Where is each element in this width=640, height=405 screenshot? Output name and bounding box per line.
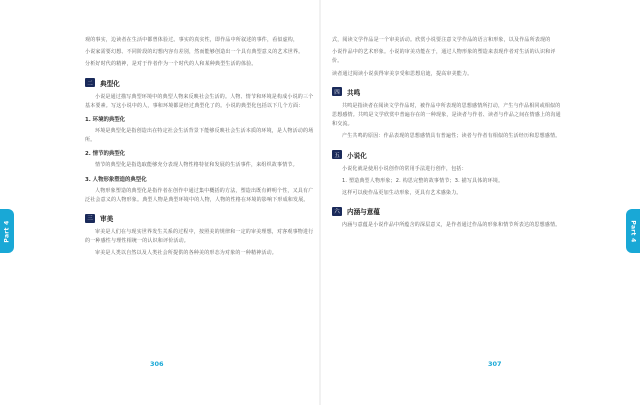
intro-paragraph: 小说家需要幻想、不同阶段的幻想内容有差别，然而能够创造出一个具有典型意义的艺术世界。 bbox=[85, 49, 304, 56]
right-page bbox=[332, 36, 564, 233]
page-number-left: 306 bbox=[150, 360, 164, 368]
section-number-badge: 二 bbox=[85, 78, 95, 87]
section-title: 典型化 bbox=[100, 79, 120, 88]
body-paragraph: 小说是通过描写典型环境中的典型人物来反映社会生活的。人物、情节和环境是构成小说的三个基本要素。写这小说中的人，事和环境都是经过典型化了的。小说的典型化包括以下几个方面： bbox=[85, 93, 314, 109]
body-paragraph: 1. 塑造典型人物形象；2. 构思完整的故事情节；3. 描写具体的环境。 bbox=[342, 177, 504, 184]
intro-paragraph: 观的事实，边读者在生活中都曾体验过。事实的真实性，即作品中所叙述的事件，看似虚构， bbox=[85, 37, 299, 43]
section-title: 小说化 bbox=[347, 151, 367, 160]
part-tab-left-label: Part 4 bbox=[3, 219, 11, 243]
section-number-badge: 三 bbox=[85, 214, 95, 223]
section-heading bbox=[332, 206, 564, 216]
body-paragraph: 产生共鸣的原因：作品表现的思想感情具有普遍性；读者与作者有相似的生活经历和思想感情。 bbox=[342, 133, 561, 140]
body-paragraph: 人物形象塑造的典型化是指作者在创作中通过集中概括的方法，塑造出既有鲜明个性，又具有广泛社会意义的人物形象。典型人物是典型环境中的人物，人物的性格在环境的影响下形成和发展。 bbox=[85, 187, 314, 203]
page-fold bbox=[319, 0, 321, 405]
part-tab-left bbox=[0, 209, 14, 253]
body-paragraph: 审美是人类以自然以及人类社会所提供的各种美的形态为对象的一种精神活动。 bbox=[95, 250, 278, 257]
body-paragraph: 内涵与意蕴是小说作品中所蕴含的深层意义，是作者通过作品的形象和情节所表达的思想感情。 bbox=[342, 222, 561, 229]
body-paragraph: 小说化就是使用小说创作的常用手法进行创作，包括： bbox=[342, 165, 467, 172]
subheading: 3. 人物形象塑造的典型化 bbox=[85, 176, 147, 183]
intro-paragraph: 式，阅读文学作品是一个审美活动。欣赏小说要注意文学作品的语言和形象，以及作品所表现的 bbox=[332, 37, 551, 43]
body-paragraph: 审美是人们在与现实世界发生关系的过程中，按照美的规律和一定的审美理想，对客观事物进行的一种感性与理性相统一的认识和评价活动。 bbox=[85, 229, 314, 245]
section-number-badge: 六 bbox=[332, 207, 342, 216]
body-paragraph: 这样可以使作品更加生动形象，更具有艺术感染力。 bbox=[342, 190, 462, 197]
section-number-badge: 四 bbox=[332, 87, 342, 96]
section-number-badge: 五 bbox=[332, 150, 342, 159]
part-tab-right bbox=[626, 209, 640, 253]
section-title: 共鸣 bbox=[347, 88, 361, 97]
body-paragraph: 环境是典型化是指创造出在特定社会生活背景下能够反映社会生活本质的环境，是人物活动的场所。 bbox=[85, 128, 314, 144]
intro-paragraph: 读者通过阅读小说获得审美享受和思想启迪，提高审美能力。 bbox=[332, 70, 473, 77]
subheading: 1. 环境的典型化 bbox=[85, 117, 126, 124]
page-number-right: 307 bbox=[488, 360, 502, 368]
subheading: 2. 情节的典型化 bbox=[85, 151, 126, 158]
section-heading bbox=[332, 87, 564, 97]
body-paragraph: 情节的典型化是指选取能够充分表现人物性格特征和发展的生活事件，来组织故事情节。 bbox=[95, 162, 298, 169]
intro-paragraph: 分析好时代的精神，是对于作者作为一个时代的人和某种典型生活的体验。 bbox=[85, 61, 257, 68]
body-paragraph: 共鸣是指读者在阅读文学作品时，被作品中所表现的思想感情所打动，产生与作品相同或相似的思想感情。共鸣是文学欣赏中普遍存在的一种现象，是读者与作者、读者与作品之间在情感上的沟通和交流。 bbox=[332, 102, 561, 128]
intro-paragraph: 小说作品中的艺术形象。小说的审美功能在于，通过人物形象的塑造来表现作者对生活的认识和评价。 bbox=[332, 49, 556, 65]
part-tab-right-label: Part 4 bbox=[629, 219, 637, 243]
section-heading bbox=[332, 150, 564, 160]
section-heading bbox=[85, 213, 317, 223]
section-heading bbox=[85, 78, 317, 88]
section-title: 内涵与意蕴 bbox=[347, 208, 380, 217]
left-page bbox=[85, 36, 317, 262]
section-title: 审美 bbox=[100, 215, 114, 224]
